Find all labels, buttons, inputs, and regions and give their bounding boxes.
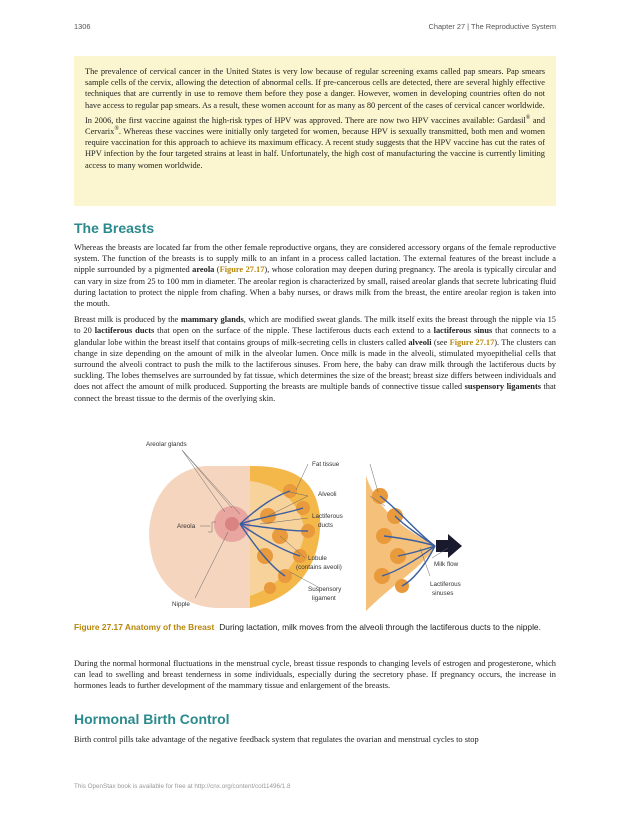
paragraph-breasts-1: Whereas the breasts are located far from the other female reproductive organs, they are considered accessory organs of the female reproductive system. The function of the breasts is to supply milk to an infant in a process called lactation. The external features of the breast include a nipple surrounded by a pigmented areola (Figure 27.17), whose coloration may deepen during pregnancy. The areola is typically circular and can vary in size from 25 to 100 mm in diameter. The areolar region is characterized by small, raised areolar glands that secrete lubricating fluid during lactation to protect the nipple from chafing. When a baby nurses, or draws milk from the breast, the entire areolar region is taken into the mouth. [74,243,557,309]
registered-mark: ® [114,126,119,133]
paragraph-breasts-3: During the normal hormonal fluctuations in the menstrual cycle, breast tissue responds to changing levels of estrogen and progesterone, which can lead to swelling and breast tenderness in some individuals, especially during the secretory phase. If pregnancy occurs, the increase in hormones leads to further development of the mammary tissue and enlargement of the breasts. [74,659,556,691]
section-body-breasts [74,242,556,409]
label-lactiferous-ducts-2: ducts [318,522,334,529]
milk-flow-arrow [436,534,462,558]
caption-text: During lactation, milk moves from the alveoli through the lactiferous ducts to the nipple. [219,622,541,632]
figure-link[interactable]: Figure 27.17 [449,337,495,347]
callout-paragraph-2: In 2006, the first vaccine against the high-risk types of HPV was approved. There are now two HPV vaccines available: Gardasil® and Cervarix®. Whereas these vaccines were initially only targeted for women, because HPV is sexually transmitted, both men and women require vaccination for this approach to achieve its maximum efficacy. A recent study suggests that the HPV vaccine has cut the rates of HPV infection by the four targeted strains at least in half. Unfortunately, the high cost of manufacturing the vaccine is currently limiting access to many women worldwide. [85,115,546,170]
breast-anatomy-figure [140,436,500,612]
label-lactiferous-ducts: Lactiferous [312,513,343,520]
section-body-birth-control [74,734,556,750]
callout-box [74,56,556,206]
nipple-shape [225,517,239,531]
label-lactiferous-sinuses: Lactiferous [430,581,461,588]
label-suspensory-2: ligament [312,595,336,602]
label-lobule-2: (contains aveoli) [296,564,342,571]
label-areolar-glands: Areolar glands [146,441,187,448]
page-footer: This OpenStax book is available for free at http://cnx.org/content/col11496/1.8 [74,783,291,790]
label-suspensory: Suspensory [308,586,342,593]
section-heading-breasts: The Breasts [74,220,155,236]
caption-title: Figure 27.17 Anatomy of the Breast [74,622,215,632]
figure-caption [74,622,556,634]
label-nipple: Nipple [172,601,190,608]
paragraph-breasts-2: Breast milk is produced by the mammary glands, which are modified sweat glands. The milk itself exits the breast through the nipple via 15 to 20 lactiferous ducts that open on the surface of the nipple. These lactiferous ducts each extend to a lactiferous sinus that connects to a glandular lobe within the breast itself that contains groups of milk-secreting cells in clusters called alveoli (see Figure 27.17). The clusters can change in size depending on the amount of milk in the alveolar lumen. Once milk is made in the alveoli, stimulated myoepithelial cells that surround the alveoli contract to push the milk to the lactiferous sinuses. From here, the baby can draw milk through the lactiferous ducts by suckling. The lobes themselves are surrounded by fat tissue, which determines the size of the breast; breast size differs between individuals and does not affect the amount of milk produced. Supporting the breasts are multiple bands of connective tissue called suspensory ligaments that connect the breast tissue to the dermis of the overlying skin. [74,315,557,403]
label-milk-flow: Milk flow [434,561,459,568]
callout-paragraph-1: The prevalence of cervical cancer in the United States is very low because of regular screening exams called pap smears. Pap smears sample cells of the cervix, allowing the detection of abnormal cells. If pre-cancerous cells are detected, there are several highly effective techniques that are currently in use to remove them before they pose a danger. However, women in developing countries often do not have access to regular pap smears. As a result, these women account for as many as 80 percent of the cases of cervical cancer worldwide. [85,67,545,110]
label-lobule: Lobule [308,555,327,562]
figure-link[interactable]: Figure 27.17 [219,265,265,275]
section-heading-birth-control: Hormonal Birth Control [74,711,230,727]
label-areola: Areola [177,523,196,530]
registered-mark: ® [525,115,531,122]
paragraph-birth-control-1: Birth control pills take advantage of the negative feedback system that regulates the ovarian and menstrual cycles to stop [74,735,479,744]
label-fat-tissue: Fat tissue [312,461,340,468]
section-body-breasts-after [74,658,556,697]
page-number: 1306 [74,22,91,31]
chapter-header: Chapter 27 | The Reproductive System [428,22,556,31]
label-alveoli: Alveoli [318,491,337,498]
label-lactiferous-sinuses-2: sinuses [432,590,454,597]
